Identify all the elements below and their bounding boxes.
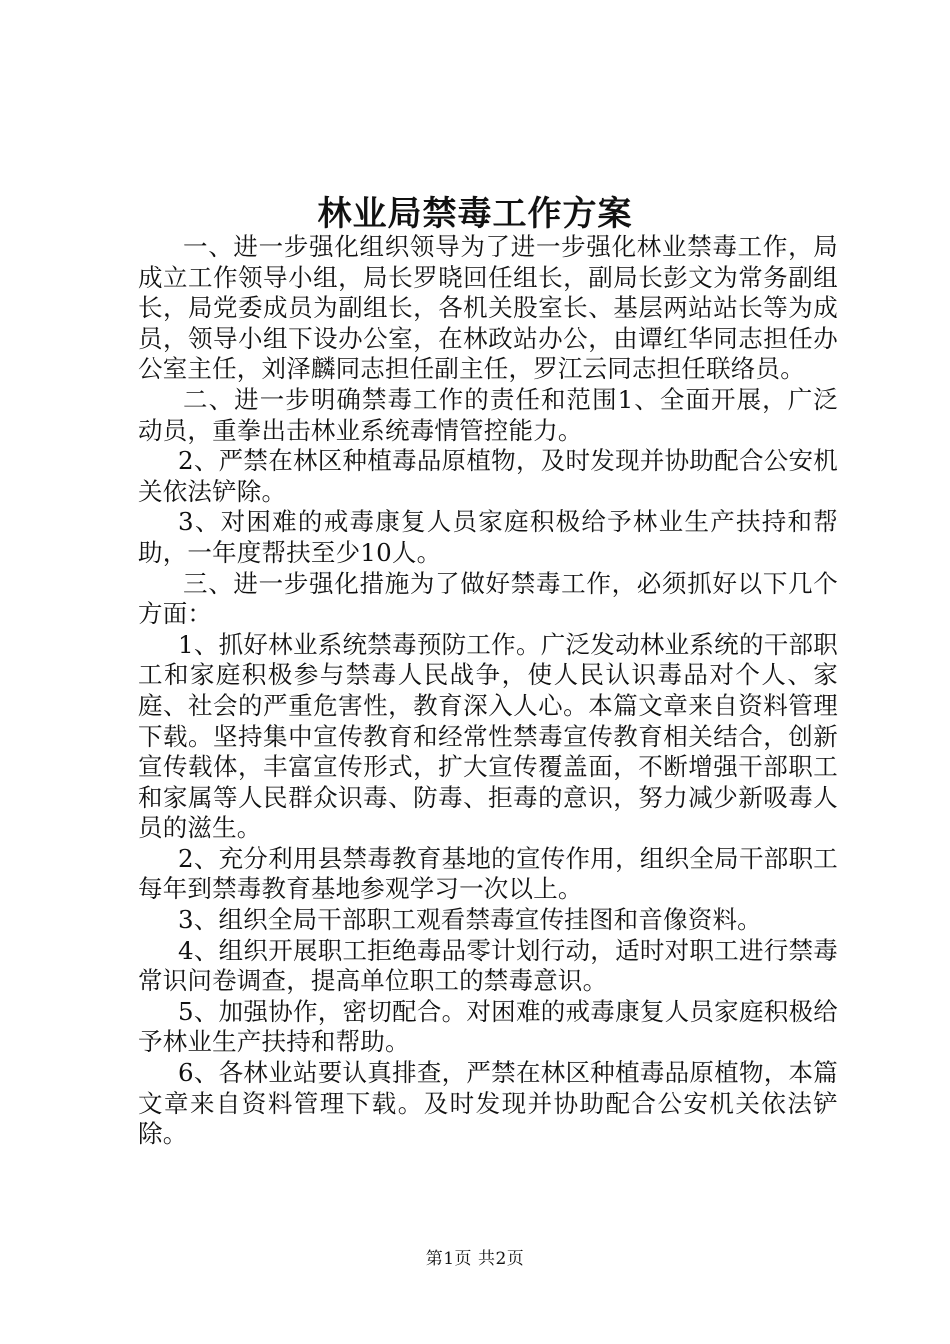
document-title: 林业局禁毒工作方案 (317, 194, 633, 234)
paragraph-item: 2、充分利用县禁毒教育基地的宣传作用，组织全局干部职工每年到禁毒教育基地参观学习一次以上。 (138, 843, 838, 904)
paragraph-section-1: 一、进一步强化组织领导为了进一步强化林业禁毒工作，局成立工作领导小组，局长罗晓回任组长，副局长彭文为常务副组长，局党委成员为副组长，各机关股室长、基层两站站长等为成员，领导小组下设办公室，在林政站办公，由谭红华同志担任办公室主任，刘泽麟同志担任副主任，罗江云同志担任联络员。 (138, 232, 838, 384)
paragraph-item: 5、加强协作，密切配合。对困难的戒毒康复人员家庭积极给予林业生产扶持和帮助。 (138, 996, 838, 1057)
paragraph-item: 1、抓好林业系统禁毒预防工作。广泛发动林业系统的干部职工和家庭积极参与禁毒人民战争，使人民认识毒品对个人、家庭、社会的严重危害性，教育深入人心。本篇文章来自资料管理下载。坚持集中宣传教育和经常性禁毒宣传教育相关结合，创新宣传载体，丰富宣传形式，扩大宣传覆盖面，不断增强干部职工和家属等人民群众识毒、防毒、拒毒的意识，努力减少新吸毒人员的滋生。 (138, 629, 838, 843)
document-body (138, 232, 838, 1150)
paragraph-section-3: 三、进一步强化措施为了做好禁毒工作，必须抓好以下几个方面： (138, 568, 838, 629)
paragraph-item: 6、各林业站要认真排查，严禁在林区种植毒品原植物，本篇文章来自资料管理下载。及时发现并协助配合公安机关依法铲除。 (138, 1058, 838, 1149)
paragraph-item: 2、严禁在林区种植毒品原植物，及时发现并协助配合公安机关依法铲除。 (138, 446, 838, 506)
paragraph-item: 3、对困难的戒毒康复人员家庭积极给予林业生产扶持和帮助，一年度帮扶至少10人。 (138, 507, 838, 567)
page-number-footer: 第1页 共2页 (425, 1249, 525, 1269)
paragraph-item: 4、组织开展职工拒绝毒品零计划行动，适时对职工进行禁毒常识问卷调查，提高单位职工的禁毒意识。 (138, 935, 838, 996)
paragraph-item: 3、组织全局干部职工观看禁毒宣传挂图和音像资料。 (178, 905, 762, 935)
paragraph-section-2: 二、进一步明确禁毒工作的责任和范围1、全面开展，广泛动员，重拳出击林业系统毒情管控能力。 (138, 384, 838, 445)
